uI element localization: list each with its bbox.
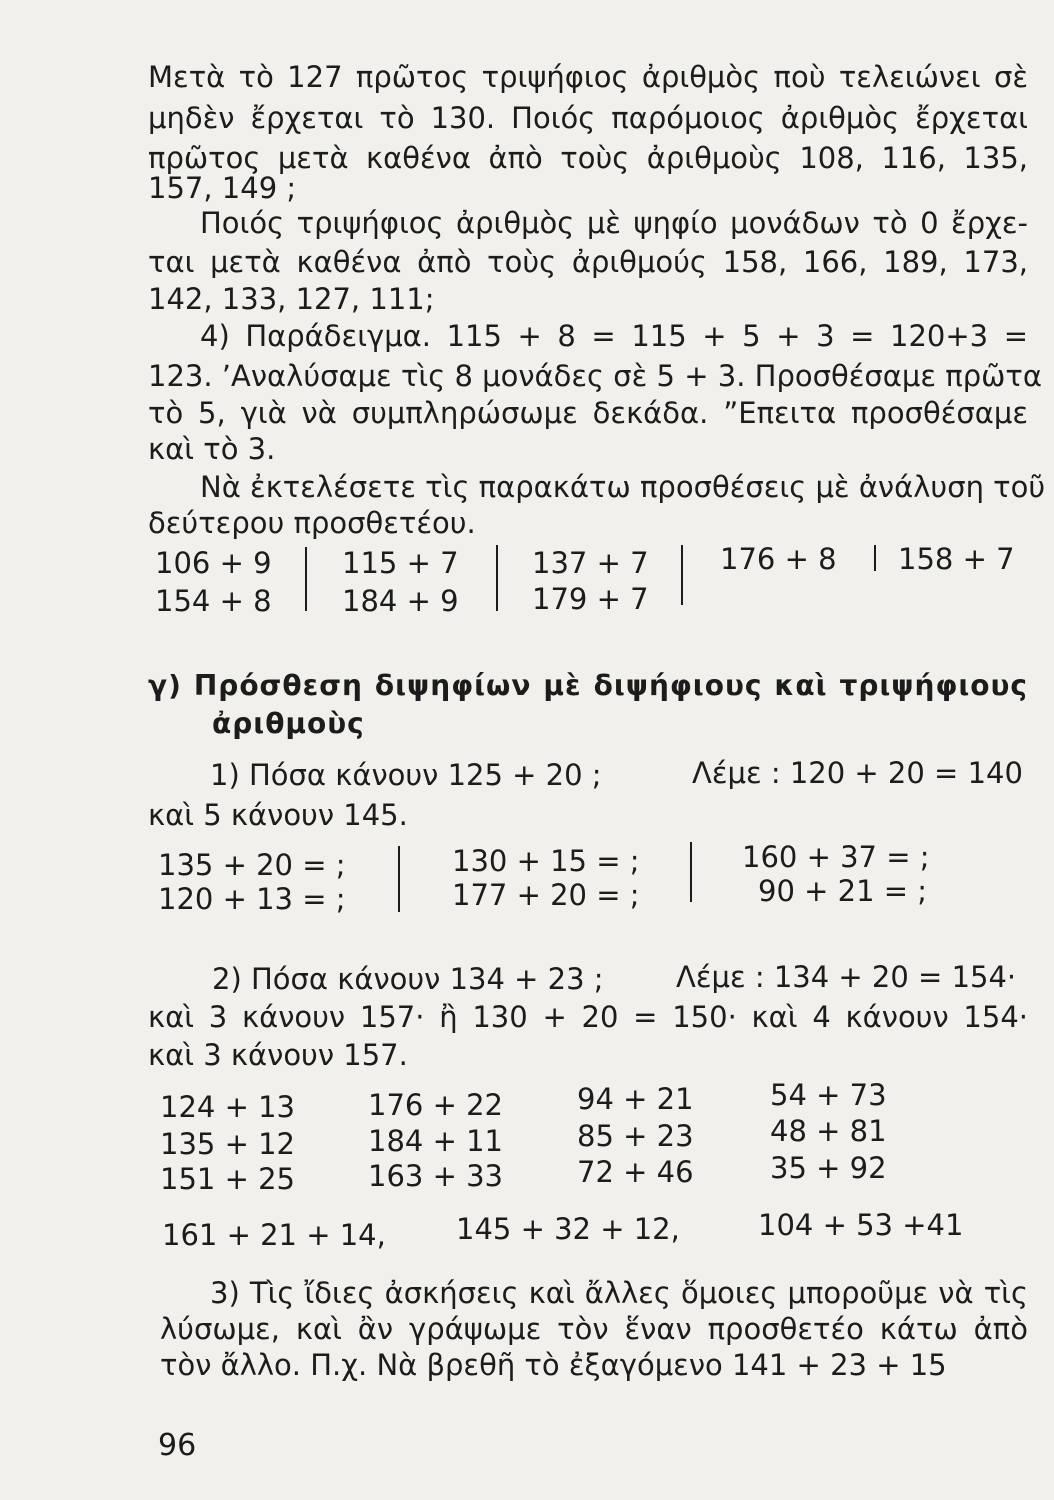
text-line: τὸ 5, γιὰ νὰ συμπληρώσωμε δεκάδα. ”Επειτα προσθέσαμε	[148, 396, 1028, 430]
exercise-item: 177 + 20 = ;	[452, 878, 640, 912]
text-line: 123. ’Αναλύσαμε τὶς 8 μονάδες σὲ 5 + 3. Προσθέσαμε πρῶτα	[148, 359, 1042, 393]
text-line: 157, 149 ;	[148, 171, 297, 205]
exercise-item: 90 + 21 = ;	[758, 874, 928, 908]
exercise-item: 176 + 22	[368, 1088, 503, 1122]
exercise-item: 184 + 11	[368, 1124, 503, 1158]
text-line: Ποιός τριψήφιος ἀριθμὸς μὲ ψηφίο μονάδων τὸ 0 ἔρχε-	[200, 206, 1028, 240]
exercise-item: 184 + 9	[342, 584, 459, 618]
text-line: Λέμε : 120 + 20 = 140	[692, 756, 1023, 790]
text-line: 3) Τὶς ἴδιες ἀσκήσεις καὶ ἄλλες ὅμοιες μποροῦμε νὰ τὶς	[210, 1276, 1028, 1310]
text-line: μηδὲν ἔρχεται τὸ 130. Ποιός παρόμοιος ἀριθμὸς ἔρχεται	[148, 101, 1028, 135]
exercise-item: 137 + 7	[532, 546, 649, 580]
text-line: Νὰ ἐκτελέσετε τὶς παρακάτω προσθέσεις μὲ ἀνάλυση τοῦ	[200, 470, 1046, 504]
exercise-item: 72 + 46	[577, 1155, 694, 1189]
heading-line: ἀριθμοὺς	[212, 707, 365, 740]
text-line: τὸν ἄλλο. Π.χ. Νὰ βρεθῆ τὸ ἐξαγόμενο 141 + 23 + 15	[160, 1348, 947, 1382]
text-line: 2) Πόσα κάνουν 134 + 23 ;	[212, 962, 604, 996]
column-divider	[874, 545, 876, 571]
text-line: καὶ τὸ 3.	[148, 432, 276, 466]
exercise-item: 94 + 21	[577, 1082, 694, 1116]
text-line: λύσωμε, καὶ ἂν γράψωμε τὸν ἕναν προσθετέο κάτω ἀπὸ	[160, 1312, 1028, 1346]
exercise-item: 135 + 20 = ;	[158, 848, 346, 882]
exercise-item: 130 + 15 = ;	[452, 844, 640, 878]
exercise-item: 161 + 21 + 14,	[162, 1218, 386, 1252]
exercise-item: 48 + 81	[770, 1114, 887, 1148]
text-line: ται μετὰ καθένα ἀπὸ τοὺς ἀριθμούς 158, 166, 189, 173,	[148, 245, 1028, 279]
column-divider	[398, 846, 400, 912]
exercise-item: 145 + 32 + 12,	[456, 1212, 680, 1246]
column-divider	[681, 545, 683, 605]
text-line: καὶ 3 κάνουν 157· ἢ 130 + 20 = 150· καὶ 4 κάνουν 154·	[148, 1000, 1028, 1034]
page-number: 96	[158, 1428, 197, 1463]
exercise-item: 154 + 8	[155, 584, 272, 618]
heading-line: γ) Πρόσθεση διψηφίων μὲ διψήφιους καὶ τριψήφιους	[148, 669, 1028, 702]
text-line: 142, 133, 127, 111;	[148, 282, 435, 316]
exercise-item: 158 + 7	[898, 542, 1015, 576]
text-line: δεύτερου προσθετέου.	[148, 506, 476, 540]
exercise-item: 135 + 12	[160, 1127, 295, 1161]
text-line: καὶ 5 κάνουν 145.	[148, 798, 408, 832]
exercise-item: 124 + 13	[160, 1090, 295, 1124]
exercise-item: 85 + 23	[577, 1119, 694, 1153]
column-divider	[690, 842, 692, 902]
text-line: 1) Πόσα κάνουν 125 + 20 ;	[210, 758, 602, 792]
exercise-item: 163 + 33	[368, 1159, 503, 1193]
exercise-item: 35 + 92	[770, 1151, 887, 1185]
exercise-item: 120 + 13 = ;	[158, 882, 346, 916]
text-line: καὶ 3 κάνουν 157.	[148, 1038, 408, 1072]
exercise-item: 115 + 7	[342, 546, 459, 580]
text-line: Λέμε : 134 + 20 = 154·	[676, 960, 1017, 994]
exercise-item: 151 + 25	[160, 1162, 295, 1196]
exercise-item: 176 + 8	[720, 542, 837, 576]
exercise-item: 160 + 37 = ;	[742, 840, 930, 874]
exercise-item: 104 + 53 +41	[758, 1208, 964, 1242]
column-divider	[305, 547, 307, 611]
text-line: πρῶτος μετὰ καθένα ἀπὸ τοὺς ἀριθμοὺς 108, 116, 135,	[148, 141, 1028, 175]
exercise-item: 106 + 9	[155, 546, 272, 580]
exercise-item: 179 + 7	[532, 582, 649, 616]
column-divider	[496, 545, 498, 611]
text-line: 4) Παράδειγμα. 115 + 8 = 115 + 5 + 3 = 120+3 =	[200, 319, 1028, 353]
exercise-item: 54 + 73	[770, 1078, 887, 1112]
text-line: Μετὰ τὸ 127 πρῶτος τριψήφιος ἀριθμὸς ποὺ τελειώνει σὲ	[148, 60, 1028, 94]
